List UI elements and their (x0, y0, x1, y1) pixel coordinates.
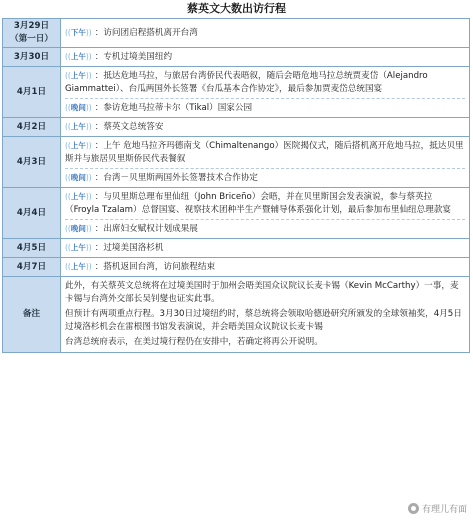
time-badge-label: 上午 (70, 141, 86, 150)
schedule-item: ((晚间)) ：参访危地马拉蒂卡尔（Tikal）国家公园 (65, 103, 253, 113)
time-badge-label: 晚间 (70, 103, 86, 112)
row-date: 3月30日 (3, 48, 61, 67)
time-badge: ((上午)) (65, 71, 92, 80)
time-badge-label: 下午 (70, 28, 86, 37)
schedule-item: ((上午)) ：上午 危地马拉齐玛德南戈（Chimaltenango）医院揭仪式，随后搭机离开危地马拉，抵达贝里斯并与旅居贝里斯侨民代表餐叙 (65, 141, 464, 164)
row-content (61, 67, 470, 118)
notes-row (3, 277, 470, 353)
notes-content (61, 277, 470, 353)
watermark (408, 502, 467, 515)
row-content (61, 258, 470, 277)
time-badge-label: 晚间 (70, 173, 86, 182)
row-date: 4月5日 (3, 239, 61, 258)
itinerary-row (3, 67, 470, 118)
watermark-text: 有理儿有面 (421, 505, 467, 515)
row-content (61, 239, 470, 258)
row-content (61, 19, 470, 48)
note-paragraph: 台湾总统府表示，在美过境行程仍在安排中，若确定将再公开说明。 (65, 337, 323, 347)
row-content (61, 188, 470, 239)
time-badge-label: 上午 (70, 122, 86, 131)
itinerary-row (3, 258, 470, 277)
itinerary-row (3, 48, 470, 67)
page-title: 蔡英文大数出访行程 (187, 2, 286, 15)
itinerary-row (3, 188, 470, 239)
item-text: 过境美国洛杉机 (103, 243, 164, 253)
item-text: 上午 危地马拉齐玛德南戈（Chimaltenango）医院揭仪式，随后搭机离开危地马拉，抵达贝里斯并与旅居贝里斯侨民代表餐叙 (65, 141, 464, 164)
item-text: 专机过境美国纽约 (103, 52, 173, 62)
item-text: 访问团启程搭机离开台湾 (103, 28, 198, 38)
row-date: 4月4日 (3, 188, 61, 239)
row-date: 3月29日（第一日） (3, 19, 61, 48)
schedule-item: ((上午)) ：过境美国洛杉机 (65, 243, 164, 253)
item-text: 与贝里斯总理布里仙纽（John Briceño）会晤，并在贝里斯国会发表演说，参与蔡英拉（Froyla Tzalam）总督国宴、视察技术团种半生产暨辅导体系强化计划，最后参加布里仙纽总理款宴 (65, 192, 452, 215)
time-badge: ((上午)) (65, 122, 92, 131)
time-badge: ((上午)) (65, 262, 92, 271)
time-badge: ((上午)) (65, 192, 92, 201)
schedule-item: ((晚间)) ：台湾－贝里斯两国外长签署技术合作协定 (65, 173, 259, 183)
item-divider (65, 219, 465, 220)
row-date: 4月3日 (3, 137, 61, 188)
time-badge: ((晚间)) (65, 173, 92, 182)
time-badge: ((上午)) (65, 243, 92, 252)
time-badge: ((晚间)) (65, 224, 92, 233)
item-text: 搭机返回台湾，访问旅程结束 (103, 262, 216, 272)
schedule-item: ((上午)) ：与贝里斯总理布里仙纽（John Briceño）会晤，并在贝里斯国会发表演说，参与蔡英拉（Froyla Tzalam）总督国宴、视察技术团种半生产暨辅导体系强化计划，最后参加布里仙纽总理款宴 (65, 192, 452, 215)
item-text: 蔡英文总统答安 (103, 122, 164, 132)
itinerary-table (2, 18, 470, 353)
item-text: 出席妇女赋权计划成果展 (103, 224, 198, 234)
row-content (61, 137, 470, 188)
schedule-item: ((晚间)) ：出席妇女赋权计划成果展 (65, 224, 198, 234)
itinerary-row (3, 19, 470, 48)
time-badge-label: 上午 (70, 192, 86, 201)
schedule-item: ((上午)) ：专机过境美国纽约 (65, 52, 173, 62)
time-badge-label: 上午 (70, 243, 86, 252)
schedule-item: ((上午)) ：搭机返回台湾，访问旅程结束 (65, 262, 216, 272)
item-divider (65, 168, 465, 169)
row-content (61, 118, 470, 137)
item-text: 抵达危地马拉，与旅居台湾侨民代表晤叙，随后会晤危地马拉总统贾麦岱（Alejandro Giammattei）、台瓜两国外长签署《台瓜基本合作协定》，最后参加贾麦岱总统国宴 (65, 71, 428, 94)
row-date: 4月1日 (3, 67, 61, 118)
wechat-logo-icon (408, 503, 419, 514)
schedule-item: ((下午)) ：访问团启程搭机离开台湾 (65, 28, 198, 38)
time-badge: ((晚间)) (65, 103, 92, 112)
itinerary-row (3, 239, 470, 258)
time-badge-label: 上午 (70, 71, 86, 80)
notes-label: 备注 (3, 277, 61, 353)
item-divider (65, 98, 465, 99)
item-text: 参访危地马拉蒂卡尔（Tikal）国家公园 (103, 103, 253, 113)
itinerary-row (3, 118, 470, 137)
time-badge: ((上午)) (65, 52, 92, 61)
schedule-item: ((上午)) ：抵达危地马拉，与旅居台湾侨民代表晤叙，随后会晤危地马拉总统贾麦岱（Alejandro Giammattei）、台瓜两国外长签署《台瓜基本合作协定》，最后参加贾麦岱总统国宴 (65, 71, 428, 94)
item-text: 台湾－贝里斯两国外长签署技术合作协定 (103, 173, 259, 183)
schedule-item: ((上午)) ：蔡英文总统答安 (65, 122, 164, 132)
time-badge-label: 上午 (70, 262, 86, 271)
note-paragraph: 但预计有两项重点行程。3月30日过境纽约时，蔡总统将会领取哈德逊研究所颁发的全球领袖奖，4月5日过境洛杉机会在雷根图书馆发表演说，并会晤美国众议院议长麦卡锡 (65, 309, 462, 332)
row-content (61, 48, 470, 67)
time-badge-label: 上午 (70, 52, 86, 61)
row-date: 4月7日 (3, 258, 61, 277)
row-date: 4月2日 (3, 118, 61, 137)
note-paragraph: 此外，有关蔡英文总统将在过境美国时于加州会晤美国众议院议长麦卡锡（Kevin McCarthy）一事，麦卡锡与台湾外交部长吴钊燮也证实此事。 (65, 281, 459, 304)
itinerary-row (3, 137, 470, 188)
time-badge: ((上午)) (65, 141, 92, 150)
time-badge-label: 晚间 (70, 224, 86, 233)
time-badge: ((下午)) (65, 28, 92, 37)
